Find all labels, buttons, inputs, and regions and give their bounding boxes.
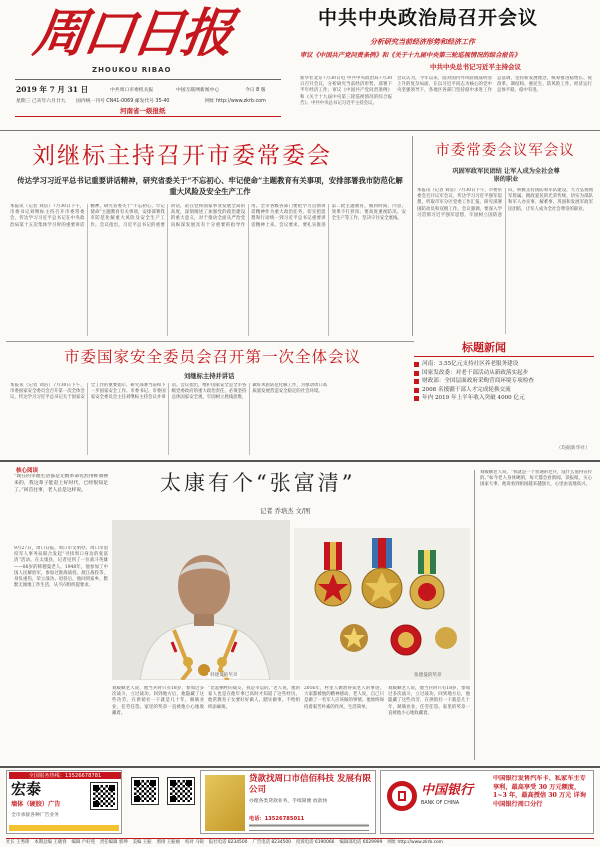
brief-news-list xyxy=(414,360,594,403)
newspaper-logo: 周口日报 xyxy=(29,3,235,64)
brief-item[interactable]: 年内 2019 年上半年收入突破 4000 亿元 xyxy=(414,394,594,403)
ad2-title: 贷款找周口市信佰科技 发展有限公司 xyxy=(249,774,371,795)
ad1-note: 全市承接各种广告业务 xyxy=(11,813,59,818)
footer-item: 编辑 卢好苑 xyxy=(71,840,95,845)
ad-loan[interactable] xyxy=(200,770,376,834)
headline-sub2: 审议《中国共产党问责条例》和《关于十九届中央第三轮巡视情况的综合报告》 xyxy=(300,52,521,59)
qr-code-icon xyxy=(168,778,194,804)
qr-code-icon xyxy=(91,783,117,809)
footer-item: 责任编辑 郭坤 xyxy=(99,840,128,845)
footer-item: 网址 http://www.zkrb.com xyxy=(387,840,443,845)
feature-col1: 9月27日，周口日报、周口市文明办、周口市退役军人事务局联合发起“寻找周口身边的张富清”活动。在太康县，记者见到了一位战斗英雄——86岁的韩德曼老人。1948年，他参加了中国人民解放军，参加过淮海战役、渡江战役等，身负重伤，荣立战功。退役后，他回到家乡，默默无闻地工作生活，从不向组织提要求。 xyxy=(14,546,108,589)
headline-col2: 会议认为，今年以来，面对国内外风险挑战明显上升的复杂局面，在以习近平同志为核心的党中央坚强领导下，各地区各部门坚持稳中求进工作总基调，坚持新发展理念，统筹推进稳增长、促改革、调结构、惠民生、防风险工作，经济运行总体平稳、稳中有进。 xyxy=(397,76,592,94)
story1-title: 刘继标主持召开市委常委会 xyxy=(32,143,332,169)
bullet-icon xyxy=(414,388,419,393)
issue-date: 2019 年 7 月 31 日 xyxy=(16,85,89,94)
story-military-meeting xyxy=(417,136,593,336)
weekday-info: 星期三 己亥年六月廿九 xyxy=(16,99,66,104)
story3-title: 市委国家安全委员会召开第一次全体会议 xyxy=(64,348,362,366)
story1-body: 本报讯（记者 刘洁）7月30日下午，市委书记刘继标主持召开市委常委会，传达学习习近平总书记在中央政治局第十五次集体学习时的重要讲话精神，研究省委关于“不忘初心、牢记使命”主题教育有关事项，安排部署我市防范化解重大风险及安全生产工作。会议指出，习近平总书记的重要讲话，站在党和国家事业发展全局的高度，深刻阐述了加强党的政治建设的重大意义，对于推动全面从严治党向纵深发展具有十分重要的指导作用。全市各级各部门要把学习贯彻讲话精神作为重大政治任务，切实把思想和行动统一到习近平总书记重要讲话精神上来。会议要求，要扎实推进第二批主题教育，做到时间、内容、效果不打折扣；要高度重视防汛、安全生产等工作，坚决守住安全底线。 xyxy=(10,204,406,228)
ad-hongtai[interactable] xyxy=(6,770,122,834)
footer-credits xyxy=(6,838,594,846)
ad2-photo xyxy=(205,775,245,831)
feature-col5: 刘殿顺老人说，“我就是一个普通的老兵，没什么值得宣传的。”如今老人身体硬朗，每天都会看新闻、读报纸，关心国家大事，他说看到祖国越来越强大，心里由衷地高兴。 xyxy=(480,470,592,488)
story3-sub: 刘继标主持并讲话 xyxy=(184,373,235,380)
ad1-hotline: 全国服务热线：13526678781 xyxy=(9,772,121,779)
story1-lead: 传达学习习近平总书记重要讲话精神，研究省委关于“不忘初心、牢记使命”主题教育有关事项，安排部署我市防范化解重大风险及安全生产工作 xyxy=(17,176,403,196)
footer-item: 投诉电话 6190066 xyxy=(295,840,335,845)
ad1-subtitle: 墙体（硬胶）广告 xyxy=(11,801,61,808)
footer-item: 照排 王振丽 xyxy=(156,840,180,845)
bank-name: 中国银行 xyxy=(421,783,474,798)
medals-illustration xyxy=(294,528,470,680)
top-headline: 中共中央政治局召开会议 xyxy=(318,7,539,29)
ad2-fineprint xyxy=(249,823,369,831)
bank-english: BANK OF CHINA xyxy=(421,801,460,806)
feature-col4: 2016年，村里人偶然得知老人的事迹，大家都被他的精神感动。老人说，自己只是做了一名军人应该做的事情。他始终保持着艰苦朴素的作风，生活简单。 xyxy=(304,686,384,710)
feature-col2: 刘殿顺老人说，他当兵时只有18岁，参加过多次战斗，立过战功。回到地方后，他隐藏了这些功劳，在供销社一干就是几十年，兢兢业业，任劳任怨。家里的奖章一直被他小心地收藏着。 xyxy=(112,686,204,716)
issue-number: 国内统一刊号 CN41-0069 邮发代号 35-40 xyxy=(76,99,170,104)
honor-tag: 河南省一级报纸 xyxy=(120,107,166,115)
brief-news-credit: （均据新华社） xyxy=(556,446,590,451)
footer-item: 校对 马锐 xyxy=(184,840,204,845)
qr-code-icon xyxy=(132,778,158,804)
feature-col4b: 刘殿顺老人说，他当兵时只有18岁，参加过多次战斗，立过战功。回到地方后，他隐藏了这些功劳，在供销社一干就是几十年，兢兢业业，任劳任怨。家里的奖章一直被他小心地收藏着。 xyxy=(388,686,470,716)
bullet-icon xyxy=(414,379,419,384)
brief-item[interactable]: 2008 名援疆干部人才完成轮换交流 xyxy=(414,386,594,395)
bullet-icon xyxy=(414,362,419,367)
feature-intro: “现在的幸福生活都是无数革命先烈用鲜血换来的，我这辈子能赶上好时代，已经很知足了。”回首往事，老人总是这样说。 xyxy=(14,474,108,493)
story-security-commission xyxy=(8,345,410,457)
footer-item: 社长 王秀锋 xyxy=(6,840,30,845)
brief-item[interactable]: 国家发改委：对老干部活动从新政落实起步 xyxy=(414,369,594,378)
ad-bank[interactable] xyxy=(380,770,594,834)
publisher: 中共周口市委机关报 xyxy=(110,88,154,93)
bullet-icon xyxy=(414,371,419,376)
brief-item[interactable]: 财政部：全国层面政府采购营商环境专项检查 xyxy=(414,377,594,386)
ad2-sub: 办理各类贷款业务，手续简便 放款快 xyxy=(249,799,328,804)
feature-story xyxy=(0,464,600,764)
story2-title: 市委常委会议军会议 xyxy=(435,143,575,159)
bank-logo-icon xyxy=(387,781,417,811)
bullet-icon xyxy=(414,396,419,401)
medals-caption: 张德曼的奖章 xyxy=(414,673,442,678)
feature-col3: “比起牺牲的战友，我是幸运的。”老人说，他的家人也是在他年事已高时才知道了这些经历。他常教育子女要好好做人、踏实做事，不给组织添麻烦。 xyxy=(208,686,300,710)
headline-sub3: 中共中央总书记习近平主持会议 xyxy=(430,63,521,71)
feature-byline: 记者 乔培杰 文/图 xyxy=(260,508,311,515)
website: 网址 http://www.zkrb.com xyxy=(205,99,266,104)
headline-col1: 新华社北京7月30日电 中共中央政治局7月30日召开会议，分析研究当前经济形势，部署下半年经济工作；审议《中国共产党问责条例》和《关于十九届中央第三轮巡视情况的综合报告》。中共中央总书记习近平主持会议。 xyxy=(300,76,392,106)
footer-item: 本期总编 王晓春 xyxy=(34,840,67,845)
headline-sub1: 分析研究当前经济形势和经济工作 xyxy=(370,37,475,46)
brief-news-header: 标题新闻 xyxy=(462,341,506,354)
story2-body: 本报讯（记者 刘洁）7月30日下午，市委常委会召开议军会议，传达学习习近平强军思想，听取市军分区党委工作汇报，研究部署国防动员和双拥工作。会议强调，要深入学习贯彻习近平强军思想，牢固树立国防意识，积极支持国防和军队建设，大力弘扬拥军优属、拥政爱民的光荣传统，切实为部队和军人办实事、解难事，巩固和发展军政军民团结，让军人成为全社会尊崇的职业。 xyxy=(417,188,593,218)
medals-photo xyxy=(294,528,470,680)
footer-item: 编辑部电话 6029999 xyxy=(339,840,383,845)
ad1-brand: 宏泰 xyxy=(11,780,42,798)
feature-kicker: 核心阅读 xyxy=(16,468,39,474)
veteran-illustration xyxy=(112,520,290,680)
brief-news-box xyxy=(414,341,594,456)
newspaper-pinyin: ZHOUKOU RIBAO xyxy=(92,66,172,74)
veteran-photo xyxy=(112,520,290,680)
ad1-banner-strip xyxy=(9,825,119,831)
brief-item[interactable]: 河南：3.55亿元支持社区养老服务建设 xyxy=(414,360,594,369)
bank-ad-text: 中国银行发售汽车卡、私家车主专享利，最高享受 30 万元额度，1~3 年，最高授信 30 万元 详询中国银行周口分行 xyxy=(493,775,586,808)
story3-body: 本报讯（记者 刘洁）7月30日下午，市委国家安全委员会召开第一次全体会议，传达学习习近平总书记关于国家安全工作的重要指示，研究部署当前和下一步国家安全工作。市委书记、市委国家安全委员会主任刘继标主持会议并讲话。会议指出，维护国家安全是全市各级党委政府的重大政治责任，必须坚持总体国家安全观，牢固树立底线思维，做好风险防范化解工作，为推动周口高质量发展营造安全稳定的社会环境。 xyxy=(10,383,328,401)
footer-item: 报社电话 8234500 xyxy=(208,840,248,845)
footer-item: 美编 王振 xyxy=(132,840,152,845)
ad2-phone: 电话：13526785011 xyxy=(249,816,305,822)
story2-sub: 巩固军政军民团结 让军人成为全社会尊崇的职业 xyxy=(452,168,560,184)
edition: 今日 8 版 xyxy=(245,88,266,93)
footer-item: 广告电话 8234500 xyxy=(252,840,291,845)
feature-title: 太康有个“张富清” xyxy=(160,471,356,495)
masthead xyxy=(0,0,600,130)
photo-caption: 韩德曼的奖章 xyxy=(210,673,238,678)
internet-center: 中国互联网新闻中心 xyxy=(176,88,220,93)
story-municipal-meeting xyxy=(8,136,410,340)
